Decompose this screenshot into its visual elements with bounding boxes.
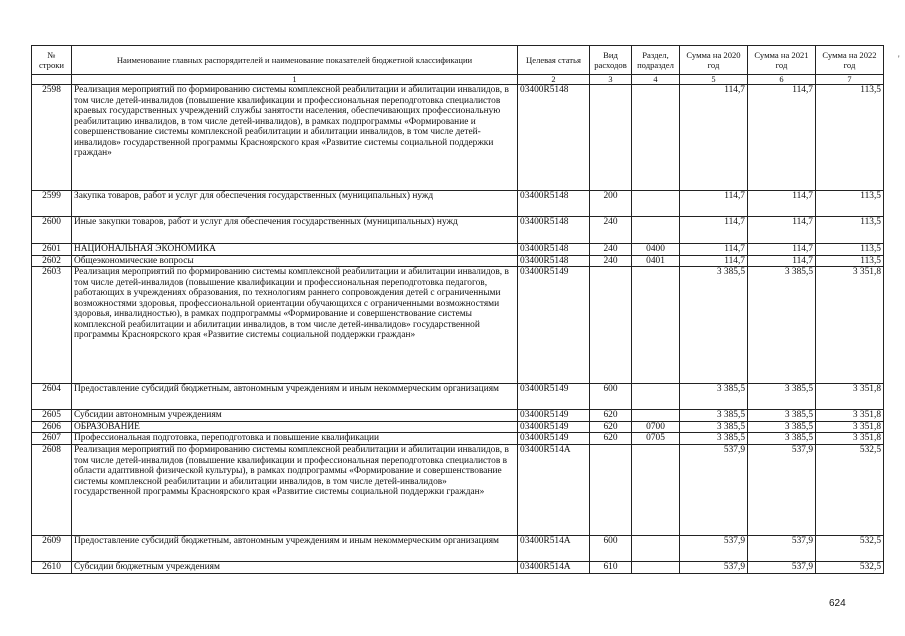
row-sum-2020: 114,7 [680, 255, 748, 267]
row-target-article: 03400R5148 [518, 255, 590, 267]
row-name: Закупка товаров, работ и услуг для обеспечения государственных (муниципальных) нужд [72, 191, 518, 217]
column-number: 7 [816, 75, 884, 85]
table-row [32, 536, 884, 562]
row-section: 0400 [632, 244, 680, 256]
row-sum-2021: 537,9 [748, 536, 816, 562]
row-target-article: 03400R5149 [518, 384, 590, 410]
row-sum-2021: 114,7 [748, 191, 816, 217]
row-sum-2020: 3 385,5 [680, 421, 748, 433]
row-expense-kind: 610 [590, 562, 632, 574]
header-section: Раздел, подраздел [632, 46, 680, 75]
row-sum-2022: 532,5 [816, 562, 884, 574]
row-expense-kind: 620 [590, 433, 632, 445]
row-target-article: 03400R5149 [518, 267, 590, 384]
row-expense-kind: 240 [590, 255, 632, 267]
table-row [32, 191, 884, 217]
row-target-article: 03400R514A [518, 562, 590, 574]
row-sum-2021: 3 385,5 [748, 384, 816, 410]
column-number [32, 75, 72, 85]
row-sum-2022: 532,5 [816, 536, 884, 562]
row-target-article: 03400R5148 [518, 244, 590, 256]
row-number: 2599 [32, 191, 72, 217]
table-row [32, 244, 884, 256]
table-row [32, 433, 884, 445]
row-sum-2022: 3 351,8 [816, 267, 884, 384]
row-sum-2021: 3 385,5 [748, 410, 816, 422]
row-name: ОБРАЗОВАНИЕ [72, 421, 518, 433]
row-expense-kind: 600 [590, 384, 632, 410]
row-expense-kind [590, 267, 632, 384]
table-row [32, 255, 884, 267]
row-expense-kind: 200 [590, 191, 632, 217]
row-sum-2022: 3 351,8 [816, 384, 884, 410]
row-name: Предоставление субсидий бюджетным, автономным учреждениям и иным некоммерческим организациям [72, 536, 518, 562]
row-sum-2020: 114,7 [680, 217, 748, 244]
row-number: 2607 [32, 433, 72, 445]
row-target-article: 03400R5149 [518, 421, 590, 433]
row-sum-2022: 113,5 [816, 85, 884, 191]
row-name: Реализация мероприятий по формированию системы комплексной реабилитации и абилитации инвалидов, в том числе детей-инвалидов (повышение квалификации и профессиональная переподготовка специалистов краевых государственных учреждений службы занятости населения, обеспечивающих профессиональную реабилитацию инвалидов, в том числе детей-инвалидов), в рамках подпрограммы «Формирование и совершенствование системы комплексной реабилитации и абилитации инвалидов, в том числе детей-инвалидов» государственной программы Красноярского края «Развитие системы социальной поддержки граждан» [72, 85, 518, 191]
row-section [632, 85, 680, 191]
table-row [32, 562, 884, 574]
row-name: Общеэкономические вопросы [72, 255, 518, 267]
scan-edge-mark: ' [898, 54, 900, 64]
row-sum-2020: 114,7 [680, 191, 748, 217]
row-section [632, 410, 680, 422]
row-number: 2604 [32, 384, 72, 410]
header-sum-2022: Сумма на 2022 год [816, 46, 884, 75]
row-name: Субсидии бюджетным учреждениям [72, 562, 518, 574]
row-number: 2601 [32, 244, 72, 256]
row-sum-2021: 114,7 [748, 217, 816, 244]
row-section: 0401 [632, 255, 680, 267]
table-row [32, 445, 884, 536]
row-sum-2020: 3 385,5 [680, 410, 748, 422]
header-sum-2020: Сумма на 2020 год [680, 46, 748, 75]
header-sum-2021: Сумма на 2021 год [748, 46, 816, 75]
row-sum-2022: 113,5 [816, 191, 884, 217]
row-sum-2020: 114,7 [680, 85, 748, 191]
row-sum-2020: 114,7 [680, 244, 748, 256]
row-sum-2022: 113,5 [816, 217, 884, 244]
row-section: 0705 [632, 433, 680, 445]
row-sum-2020: 3 385,5 [680, 384, 748, 410]
row-number: 2610 [32, 562, 72, 574]
row-sum-2021: 537,9 [748, 562, 816, 574]
row-number: 2608 [32, 445, 72, 536]
table-row [32, 85, 884, 191]
column-number: 3 [590, 75, 632, 85]
row-sum-2021: 114,7 [748, 255, 816, 267]
row-sum-2021: 114,7 [748, 85, 816, 191]
row-section: 0700 [632, 421, 680, 433]
row-target-article: 03400R5148 [518, 85, 590, 191]
row-sum-2021: 114,7 [748, 244, 816, 256]
row-sum-2022: 113,5 [816, 244, 884, 256]
row-expense-kind: 600 [590, 536, 632, 562]
row-expense-kind: 240 [590, 217, 632, 244]
row-target-article: 03400R5148 [518, 191, 590, 217]
column-number: 4 [632, 75, 680, 85]
row-sum-2022: 3 351,8 [816, 433, 884, 445]
table-row [32, 384, 884, 410]
row-section [632, 384, 680, 410]
row-sum-2022: 532,5 [816, 445, 884, 536]
row-sum-2020: 3 385,5 [680, 433, 748, 445]
row-section [632, 445, 680, 536]
row-name: НАЦИОНАЛЬНАЯ ЭКОНОМИКА [72, 244, 518, 256]
table-row [32, 410, 884, 422]
row-name: Профессиональная подготовка, переподготовка и повышение квалификации [72, 433, 518, 445]
row-target-article: 03400R5149 [518, 433, 590, 445]
column-number: 1 [72, 75, 518, 85]
header-row-number: № строки [32, 46, 72, 75]
row-sum-2021: 3 385,5 [748, 421, 816, 433]
row-expense-kind: 620 [590, 410, 632, 422]
row-target-article: 03400R514A [518, 536, 590, 562]
row-sum-2021: 3 385,5 [748, 267, 816, 384]
row-section [632, 217, 680, 244]
row-section [632, 267, 680, 384]
row-number: 2602 [32, 255, 72, 267]
row-name: Предоставление субсидий бюджетным, автономным учреждениям и иным некоммерческим организациям [72, 384, 518, 410]
row-number: 2605 [32, 410, 72, 422]
page-number: 624 [829, 598, 846, 609]
budget-table [31, 45, 884, 574]
row-sum-2022: 3 351,8 [816, 410, 884, 422]
row-number: 2606 [32, 421, 72, 433]
row-target-article: 03400R5148 [518, 217, 590, 244]
header-target-article: Целевая статья [518, 46, 590, 75]
row-number: 2609 [32, 536, 72, 562]
table-row [32, 421, 884, 433]
row-number: 2603 [32, 267, 72, 384]
column-number: 6 [748, 75, 816, 85]
row-name: Реализация мероприятий по формированию системы комплексной реабилитации и абилитации инвалидов, в том числе детей-инвалидов (повышение квалификации и профессиональная переподготовка педагогов, работающих в учреждениях образования, по технологиям раннего сопровождения детей с ограниченными возможностями здоровья, профессиональной ориентации обучающихся с ограниченными возможностями здоровья, инвалидностью), в рамках подпрограммы «Формирование и совершенствование системы комплексной реабилитации и абилитации инвалидов, в том числе детей-инвалидов» государственной программы Красноярского края «Развитие системы социальной поддержки граждан» [72, 267, 518, 384]
row-name: Реализация мероприятий по формированию системы комплексной реабилитации и абилитации инвалидов, в том числе детей-инвалидов (повышение квалификации и профессиональная переподготовка специалистов в области адаптивной физической культуры), в рамках подпрограммы «Формирование и совершенствование системы комплексной реабилитации и абилитации инвалидов, в том числе детей-инвалидов» государственной программы Красноярского края «Развитие системы социальной поддержки граждан» [72, 445, 518, 536]
row-target-article: 03400R5149 [518, 410, 590, 422]
header-name: Наименование главных распорядителей и наименование показателей бюджетной классификации [72, 46, 518, 75]
header-row [32, 46, 884, 75]
column-number: 5 [680, 75, 748, 85]
row-sum-2020: 537,9 [680, 536, 748, 562]
row-sum-2020: 537,9 [680, 445, 748, 536]
row-expense-kind [590, 85, 632, 191]
row-number: 2600 [32, 217, 72, 244]
row-sum-2021: 3 385,5 [748, 433, 816, 445]
row-expense-kind: 240 [590, 244, 632, 256]
header-expense-kind: Вид расходов [590, 46, 632, 75]
row-section [632, 562, 680, 574]
row-sum-2020: 3 385,5 [680, 267, 748, 384]
row-expense-kind [590, 445, 632, 536]
table-body [32, 85, 884, 574]
row-section [632, 536, 680, 562]
row-section [632, 191, 680, 217]
table-row [32, 217, 884, 244]
row-sum-2022: 113,5 [816, 255, 884, 267]
row-name: Субсидии автономным учреждениям [72, 410, 518, 422]
row-expense-kind: 620 [590, 421, 632, 433]
row-sum-2022: 3 351,8 [816, 421, 884, 433]
row-sum-2021: 537,9 [748, 445, 816, 536]
column-number-row [32, 75, 884, 85]
row-number: 2598 [32, 85, 72, 191]
table-row [32, 267, 884, 384]
column-number: 2 [518, 75, 590, 85]
row-sum-2020: 537,9 [680, 562, 748, 574]
row-name: Иные закупки товаров, работ и услуг для обеспечения государственных (муниципальных) нужд [72, 217, 518, 244]
row-target-article: 03400R514A [518, 445, 590, 536]
